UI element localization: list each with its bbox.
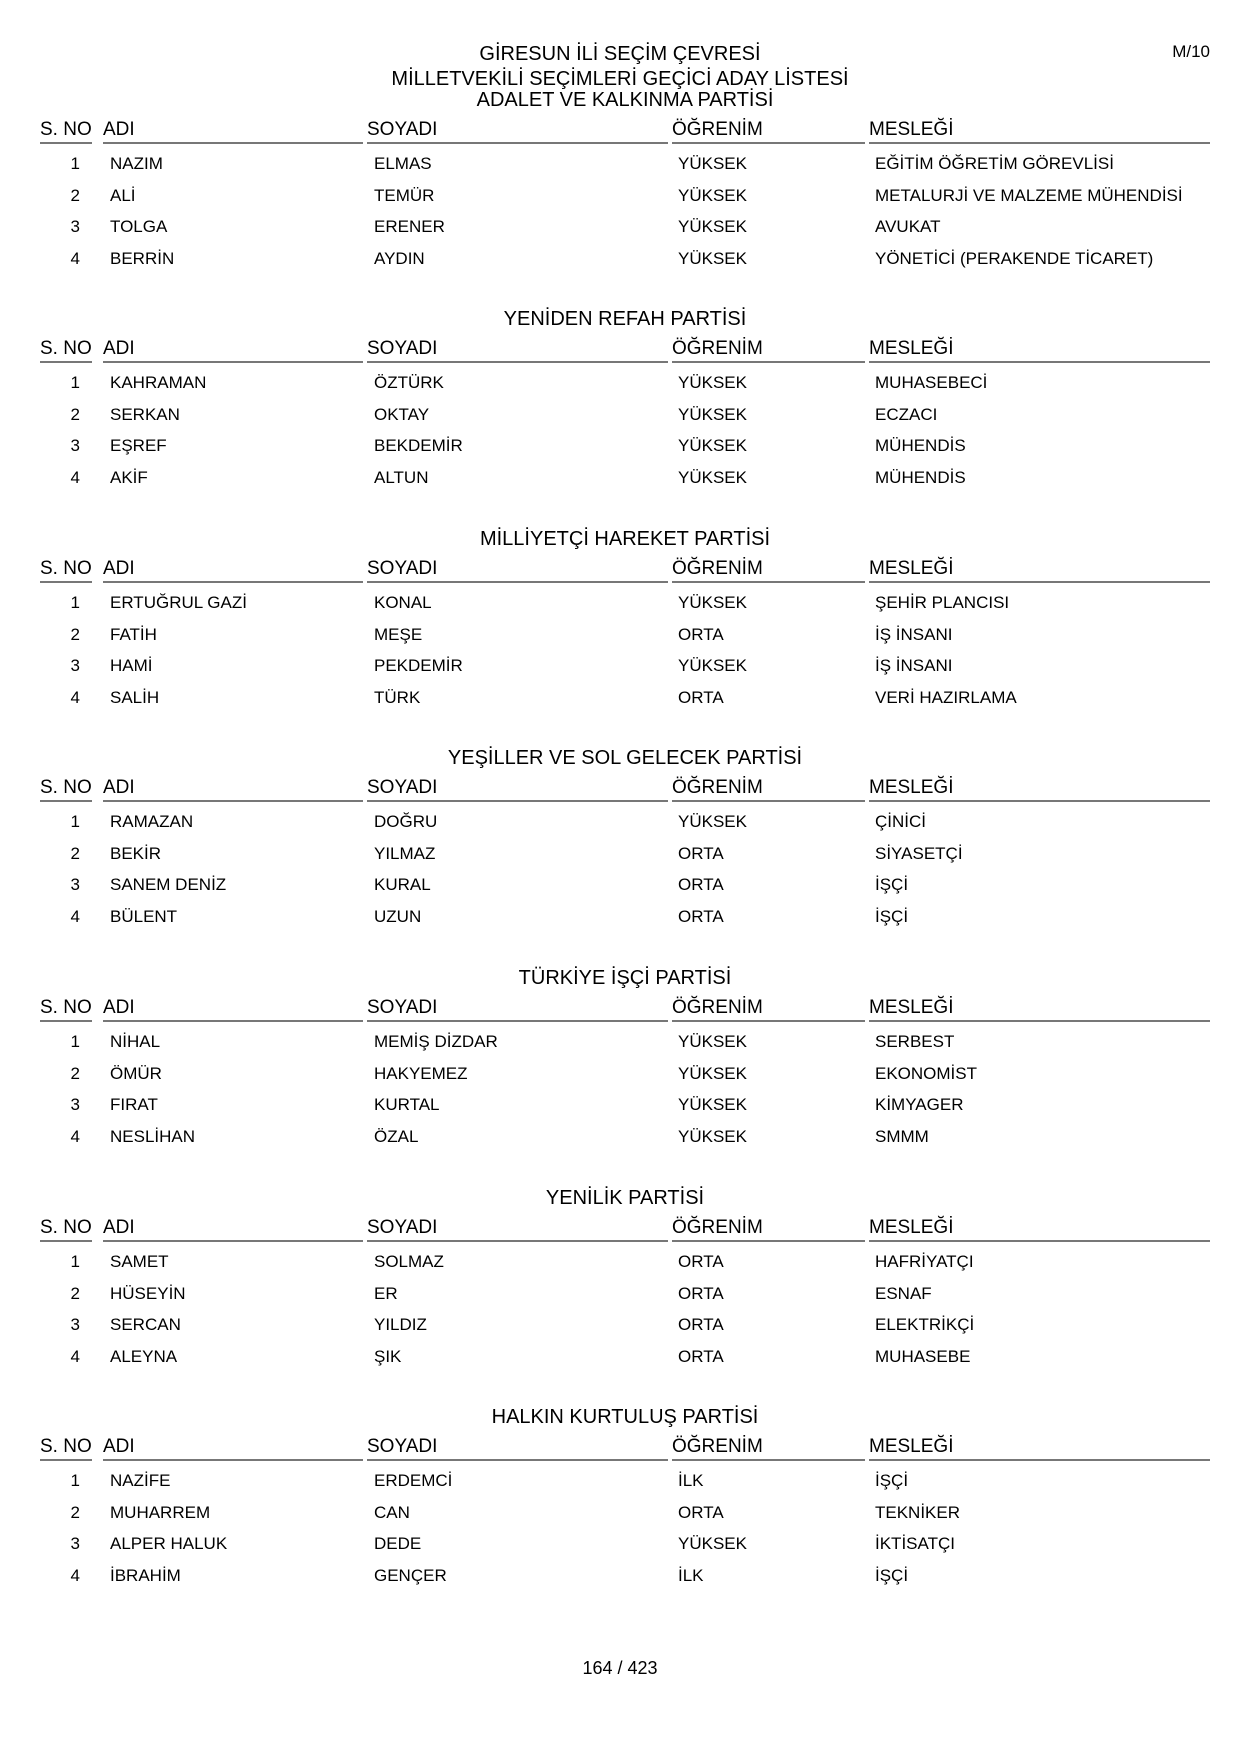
cell-ogrenim: YÜKSEK	[678, 1534, 747, 1553]
cell-meslegi: TEKNİKER	[875, 1502, 961, 1522]
cell-sno: 3	[70, 656, 80, 675]
header-adi: ADI	[103, 557, 363, 583]
party-title: YENİDEN REFAH PARTİSİ	[503, 308, 747, 330]
header-sno: S. NO	[40, 337, 92, 363]
cell-meslegi: MÜHENDİS	[875, 436, 966, 455]
cell-sno: 1	[70, 154, 80, 173]
cell-soyadi: KURAL	[374, 875, 431, 894]
header-soyadi: SOYADI	[367, 996, 668, 1022]
cell-soyadi: ER	[374, 1283, 398, 1303]
table-header	[40, 1435, 1210, 1461]
cell-meslegi: MÜHENDİS	[875, 467, 966, 487]
cell-sno: 4	[70, 248, 80, 268]
cell-adi: BERRİN	[110, 248, 175, 268]
header-ogrenim: ÖĞRENİM	[672, 337, 865, 363]
cell-ogrenim: ORTA	[678, 687, 724, 707]
table-row	[40, 464, 1210, 496]
party-title: YEŞİLLER VE SOL GELECEK PARTİSİ	[447, 747, 803, 769]
header-ogrenim: ÖĞRENİM	[672, 557, 865, 583]
party-title: TÜRKİYE İŞÇİ PARTİSİ	[518, 967, 732, 989]
cell-meslegi: EKONOMİST	[875, 1063, 978, 1083]
cell-ogrenim: ORTA	[678, 875, 724, 894]
cell-adi: FIRAT	[110, 1095, 158, 1114]
cell-ogrenim: YÜKSEK	[678, 373, 747, 392]
cell-adi: EŞREF	[110, 436, 167, 455]
cell-sno: 2	[70, 1502, 80, 1522]
cell-adi: RAMAZAN	[110, 812, 194, 831]
cell-soyadi: ÖZTÜRK	[374, 373, 444, 392]
cell-ogrenim: İLK	[678, 1471, 704, 1490]
table-header	[40, 1216, 1210, 1242]
cell-sno: 1	[70, 1252, 80, 1271]
cell-sno: 3	[70, 217, 80, 236]
cell-soyadi: HAKYEMEZ	[374, 1063, 468, 1083]
cell-soyadi: YILMAZ	[374, 843, 436, 863]
cell-ogrenim: ORTA	[678, 1283, 724, 1303]
table-row	[40, 652, 1210, 684]
party-title: MİLLİYETÇİ HAREKET PARTİSİ	[479, 528, 771, 550]
cell-adi: FATİH	[110, 624, 157, 644]
cell-ogrenim: YÜKSEK	[678, 436, 747, 455]
cell-adi: NİHAL	[110, 1032, 161, 1051]
table-row	[40, 1530, 1210, 1562]
cell-sno: 4	[70, 906, 80, 926]
header-ogrenim: ÖĞRENİM	[672, 1216, 865, 1242]
cell-soyadi: ERDEMCİ	[374, 1471, 453, 1490]
header-ogrenim: ÖĞRENİM	[672, 776, 865, 802]
cell-meslegi: İŞÇİ	[875, 875, 909, 894]
header-adi: ADI	[103, 996, 363, 1022]
cell-adi: MUHARREM	[110, 1502, 211, 1522]
cell-soyadi: PEKDEMİR	[374, 656, 463, 675]
table-row	[40, 903, 1210, 935]
header-soyadi: SOYADI	[367, 1435, 668, 1461]
cell-adi: AKİF	[110, 467, 148, 487]
cell-ogrenim: ORTA	[678, 1346, 724, 1366]
cell-meslegi: YÖNETİCİ (PERAKENDE TİCARET)	[875, 248, 1154, 268]
table-row	[40, 808, 1210, 840]
cell-meslegi: İŞÇİ	[875, 906, 909, 926]
cell-soyadi: KURTAL	[374, 1095, 440, 1114]
cell-ogrenim: YÜKSEK	[678, 185, 747, 205]
header-sno: S. NO	[40, 557, 92, 583]
cell-sno: 2	[70, 185, 80, 205]
table-row	[40, 684, 1210, 716]
cell-adi: NAZİFE	[110, 1471, 171, 1490]
cell-soyadi: TÜRK	[374, 687, 421, 707]
cell-sno: 4	[70, 1126, 80, 1146]
header-meslegi: MESLEĞİ	[869, 337, 1210, 363]
cell-soyadi: OKTAY	[374, 404, 430, 424]
table-row	[40, 401, 1210, 433]
cell-meslegi: SİYASETÇİ	[875, 843, 963, 863]
cell-ogrenim: ORTA	[678, 906, 724, 926]
cell-soyadi: TEMÜR	[374, 185, 435, 205]
cell-ogrenim: YÜKSEK	[678, 217, 747, 236]
cell-ogrenim: YÜKSEK	[678, 248, 747, 268]
cell-ogrenim: ORTA	[678, 1315, 724, 1334]
table-row	[40, 1123, 1210, 1155]
table-row	[40, 1248, 1210, 1280]
cell-soyadi: ELMAS	[374, 154, 432, 173]
cell-meslegi: İŞ İNSANI	[875, 656, 953, 675]
table-row	[40, 1499, 1210, 1531]
cell-meslegi: ŞEHİR PLANCISI	[875, 593, 1010, 612]
table-row	[40, 1467, 1210, 1499]
cell-ogrenim: ORTA	[678, 1502, 724, 1522]
cell-ogrenim: YÜKSEK	[678, 812, 747, 831]
cell-sno: 1	[70, 373, 80, 392]
cell-meslegi: ÇİNİCİ	[875, 812, 926, 831]
cell-adi: SERCAN	[110, 1315, 181, 1334]
table-row	[40, 1091, 1210, 1123]
table-row	[40, 840, 1210, 872]
cell-adi: KAHRAMAN	[110, 373, 207, 392]
cell-soyadi: KONAL	[374, 593, 432, 612]
cell-adi: ERTUĞRUL GAZİ	[110, 593, 247, 612]
cell-ogrenim: ORTA	[678, 843, 724, 863]
cell-ogrenim: ORTA	[678, 1252, 724, 1271]
table-row	[40, 1311, 1210, 1343]
cell-soyadi: YILDIZ	[374, 1315, 427, 1334]
cell-meslegi: İŞÇİ	[875, 1471, 909, 1490]
table-row	[40, 182, 1210, 214]
table-row	[40, 150, 1210, 182]
cell-meslegi: AVUKAT	[875, 217, 941, 236]
cell-soyadi: BEKDEMİR	[374, 436, 463, 455]
cell-meslegi: ELEKTRİKÇİ	[875, 1315, 975, 1334]
cell-adi: NESLİHAN	[110, 1126, 196, 1146]
cell-soyadi: MEŞE	[374, 624, 423, 644]
header-meslegi: MESLEĞİ	[869, 1216, 1210, 1242]
table-row	[40, 1343, 1210, 1375]
cell-soyadi: UZUN	[374, 906, 422, 926]
cell-sno: 3	[70, 436, 80, 455]
page-number: 164 / 423	[582, 1658, 658, 1678]
header-meslegi: MESLEĞİ	[869, 1435, 1210, 1461]
header-ogrenim: ÖĞRENİM	[672, 118, 865, 144]
cell-sno: 1	[70, 593, 80, 612]
title-line-province: GİRESUN İLİ SEÇİM ÇEVRESİ	[479, 43, 761, 65]
table-row	[40, 213, 1210, 245]
cell-sno: 3	[70, 1095, 80, 1114]
cell-meslegi: MUHASEBECİ	[875, 373, 988, 392]
header-meslegi: MESLEĞİ	[869, 118, 1210, 144]
cell-meslegi: HAFRİYATÇI	[875, 1252, 974, 1271]
cell-meslegi: MUHASEBE	[875, 1346, 971, 1366]
cell-ogrenim: İLK	[678, 1565, 704, 1585]
candidate-table	[40, 1248, 1210, 1374]
cell-soyadi: DEDE	[374, 1534, 422, 1553]
cell-soyadi: AYDIN	[374, 248, 425, 268]
table-row	[40, 369, 1210, 401]
cell-soyadi: ÖZAL	[374, 1126, 419, 1146]
candidate-table	[40, 369, 1210, 495]
cell-sno: 3	[70, 1315, 80, 1334]
cell-adi: SALİH	[110, 687, 160, 707]
header-ogrenim: ÖĞRENİM	[672, 1435, 865, 1461]
cell-soyadi: ERENER	[374, 217, 445, 236]
cell-ogrenim: YÜKSEK	[678, 1095, 747, 1114]
title-line-list: MİLLETVEKİLİ SEÇİMLERİ GEÇİCİ ADAY LİSTESİ	[391, 68, 849, 90]
cell-meslegi: VERİ HAZIRLAMA	[875, 687, 1017, 707]
cell-adi: ALEYNA	[110, 1346, 178, 1366]
party-title: HALKIN KURTULUŞ PARTİSİ	[491, 1406, 759, 1428]
cell-ogrenim: YÜKSEK	[678, 1126, 747, 1146]
header-soyadi: SOYADI	[367, 1216, 668, 1242]
cell-meslegi: İŞ İNSANI	[875, 624, 953, 644]
header-adi: ADI	[103, 1435, 363, 1461]
cell-meslegi: SERBEST	[875, 1032, 955, 1051]
table-row	[40, 621, 1210, 653]
cell-meslegi: ECZACI	[875, 404, 938, 424]
table-row	[40, 1060, 1210, 1092]
cell-ogrenim: YÜKSEK	[678, 467, 747, 487]
cell-sno: 1	[70, 1471, 80, 1490]
header-sno: S. NO	[40, 1435, 92, 1461]
cell-adi: NAZIM	[110, 154, 163, 173]
header-sno: S. NO	[40, 1216, 92, 1242]
candidate-table	[40, 808, 1210, 934]
cell-sno: 4	[70, 1346, 80, 1366]
header-soyadi: SOYADI	[367, 776, 668, 802]
header-soyadi: SOYADI	[367, 337, 668, 363]
cell-ogrenim: YÜKSEK	[678, 1032, 747, 1051]
cell-soyadi: MEMİŞ DİZDAR	[374, 1032, 498, 1051]
table-row	[40, 1562, 1210, 1594]
cell-soyadi: GENÇER	[374, 1565, 447, 1585]
cell-sno: 4	[70, 1565, 80, 1585]
cell-adi: BEKİR	[110, 843, 162, 863]
cell-sno: 2	[70, 404, 80, 424]
cell-meslegi: İKTİSATÇI	[875, 1534, 955, 1553]
cell-meslegi: KİMYAGER	[875, 1095, 964, 1114]
cell-soyadi: DOĞRU	[374, 812, 438, 831]
table-row	[40, 871, 1210, 903]
cell-soyadi: CAN	[374, 1502, 410, 1522]
header-adi: ADI	[103, 337, 363, 363]
cell-sno: 4	[70, 467, 80, 487]
cell-adi: İBRAHİM	[110, 1565, 181, 1585]
cell-adi: HAMİ	[110, 656, 153, 675]
cell-adi: HÜSEYİN	[110, 1283, 186, 1303]
cell-adi: SANEM DENİZ	[110, 875, 227, 894]
cell-sno: 1	[70, 1032, 80, 1051]
header-sno: S. NO	[40, 776, 92, 802]
header-meslegi: MESLEĞİ	[869, 996, 1210, 1022]
cell-ogrenim: YÜKSEK	[678, 1063, 747, 1083]
cell-sno: 3	[70, 1534, 80, 1553]
header-adi: ADI	[103, 1216, 363, 1242]
cell-meslegi: METALURJİ VE MALZEME MÜHENDİSİ	[875, 185, 1183, 205]
candidate-table	[40, 589, 1210, 715]
cell-meslegi: EĞİTİM ÖĞRETİM GÖREVLİSİ	[875, 154, 1114, 173]
header-sno: S. NO	[40, 996, 92, 1022]
header-sno: S. NO	[40, 118, 92, 144]
cell-sno: 2	[70, 624, 80, 644]
cell-sno: 3	[70, 875, 80, 894]
table-row	[40, 589, 1210, 621]
table-row	[40, 432, 1210, 464]
header-meslegi: MESLEĞİ	[869, 776, 1210, 802]
cell-soyadi: ALTUN	[374, 467, 429, 487]
cell-soyadi: SOLMAZ	[374, 1252, 444, 1271]
cell-sno: 4	[70, 687, 80, 707]
party-title: ADALET VE KALKINMA PARTİSİ	[476, 89, 774, 111]
document-title	[0, 42, 1240, 92]
cell-adi: BÜLENT	[110, 906, 178, 926]
table-row	[40, 1280, 1210, 1312]
cell-adi: SERKAN	[110, 404, 180, 424]
header-adi: ADI	[103, 776, 363, 802]
cell-ogrenim: ORTA	[678, 624, 724, 644]
table-header	[40, 337, 1210, 363]
cell-adi: SAMET	[110, 1252, 169, 1271]
header-soyadi: SOYADI	[367, 557, 668, 583]
table-header	[40, 996, 1210, 1022]
candidate-table	[40, 1467, 1210, 1593]
header-ogrenim: ÖĞRENİM	[672, 996, 865, 1022]
cell-ogrenim: YÜKSEK	[678, 656, 747, 675]
candidate-table	[40, 1028, 1210, 1154]
cell-sno: 2	[70, 1283, 80, 1303]
header-soyadi: SOYADI	[367, 118, 668, 144]
cell-sno: 1	[70, 812, 80, 831]
cell-adi: ÖMÜR	[110, 1063, 162, 1083]
party-title: YENİLİK PARTİSİ	[545, 1187, 705, 1209]
cell-sno: 2	[70, 843, 80, 863]
cell-ogrenim: YÜKSEK	[678, 593, 747, 612]
candidate-table	[40, 150, 1210, 276]
header-adi: ADI	[103, 118, 363, 144]
cell-adi: TOLGA	[110, 217, 168, 236]
table-header	[40, 557, 1210, 583]
cell-adi: ALİ	[110, 185, 136, 205]
header-meslegi: MESLEĞİ	[869, 557, 1210, 583]
table-row	[40, 1028, 1210, 1060]
cell-sno: 2	[70, 1063, 80, 1083]
cell-ogrenim: YÜKSEK	[678, 154, 747, 173]
cell-soyadi: ŞIK	[374, 1346, 402, 1366]
table-header	[40, 776, 1210, 802]
cell-meslegi: SMMM	[875, 1126, 929, 1146]
cell-adi: ALPER HALUK	[110, 1534, 228, 1553]
cell-meslegi: ESNAF	[875, 1283, 932, 1303]
cell-meslegi: İŞÇİ	[875, 1565, 909, 1585]
table-row	[40, 245, 1210, 277]
page-code: M/10	[1172, 42, 1210, 61]
table-header	[40, 118, 1210, 144]
cell-ogrenim: YÜKSEK	[678, 404, 747, 424]
